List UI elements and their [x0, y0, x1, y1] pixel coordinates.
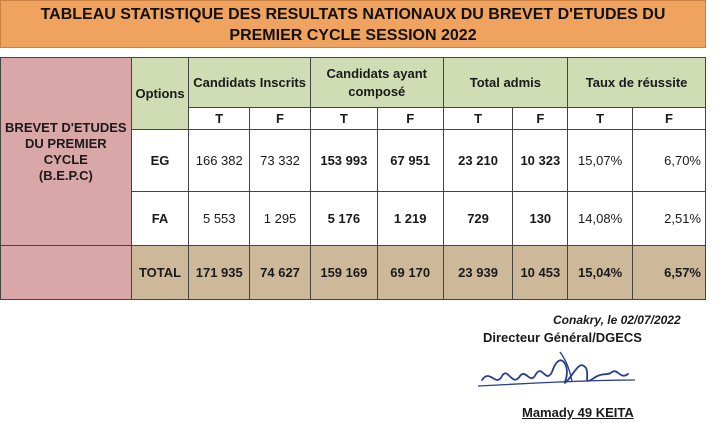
taux-t-cell: 15,04%	[568, 246, 633, 300]
admis-f-cell: 10 453	[513, 246, 568, 300]
director-name: Mamady 49 KEITA	[522, 405, 634, 420]
taux-f-cell: 6,57%	[632, 246, 705, 300]
inscrits-f-cell: 73 332	[250, 130, 311, 192]
taux-f-cell: 6,70%	[632, 130, 705, 192]
sub-header-f: F	[513, 108, 568, 130]
sub-header-f: F	[250, 108, 311, 130]
total-row	[1, 246, 706, 300]
option-cell: FA	[131, 192, 189, 246]
composes-f-cell: 69 170	[377, 246, 443, 300]
results-table	[0, 57, 706, 300]
admis-f-cell: 130	[513, 192, 568, 246]
admis-f-cell: 10 323	[513, 130, 568, 192]
taux-t-cell: 14,08%	[568, 192, 633, 246]
inscrits-t-cell: 5 553	[189, 192, 250, 246]
option-cell: EG	[131, 130, 189, 192]
sub-header-t: T	[189, 108, 250, 130]
sub-header-f: F	[377, 108, 443, 130]
sub-header-t: T	[568, 108, 633, 130]
document-title	[0, 0, 706, 48]
admis-t-cell: 23 210	[443, 130, 513, 192]
admis-t-cell: 23 939	[443, 246, 513, 300]
composes-f-cell: 1 219	[377, 192, 443, 246]
taux-header: Taux de réussite	[568, 58, 706, 108]
inscrits-f-cell: 74 627	[250, 246, 311, 300]
admis-t-cell: 729	[443, 192, 513, 246]
composes-header: Candidats ayant composé	[310, 58, 443, 108]
exam-name-cell	[1, 58, 132, 246]
option-cell: TOTAL	[131, 246, 189, 300]
inscrits-t-cell: 171 935	[189, 246, 250, 300]
taux-f-cell: 2,51%	[632, 192, 705, 246]
admis-header: Total admis	[443, 58, 568, 108]
composes-t-cell: 5 176	[310, 192, 377, 246]
composes-t-cell: 159 169	[310, 246, 377, 300]
inscrits-f-cell: 1 295	[250, 192, 311, 246]
inscrits-header: Candidats Inscrits	[189, 58, 311, 108]
title-line-1: TABLEAU STATISTIQUE DES RESULTATS NATIONAUX DU BREVET D'ETUDES DU	[40, 6, 666, 23]
handwritten-signature	[470, 350, 640, 400]
options-header: Options	[131, 58, 189, 130]
exam-abbr: (B.E.P.C)	[38, 167, 93, 183]
exam-name: BREVET D'ETUDES DU PREMIER CYCLE	[5, 119, 127, 167]
taux-t-cell: 15,07%	[568, 130, 633, 192]
total-row-blank	[1, 246, 132, 300]
composes-t-cell: 153 993	[310, 130, 377, 192]
inscrits-t-cell: 166 382	[189, 130, 250, 192]
composes-f-cell: 67 951	[377, 130, 443, 192]
title-line-2: PREMIER CYCLE SESSION 2022	[229, 27, 477, 44]
sub-header-t: T	[443, 108, 513, 130]
director-role: Directeur Général/DGECS	[483, 330, 642, 345]
sub-header-f: F	[632, 108, 705, 130]
place-date: Conakry, le 02/07/2022	[553, 313, 681, 327]
sub-header-t: T	[310, 108, 377, 130]
